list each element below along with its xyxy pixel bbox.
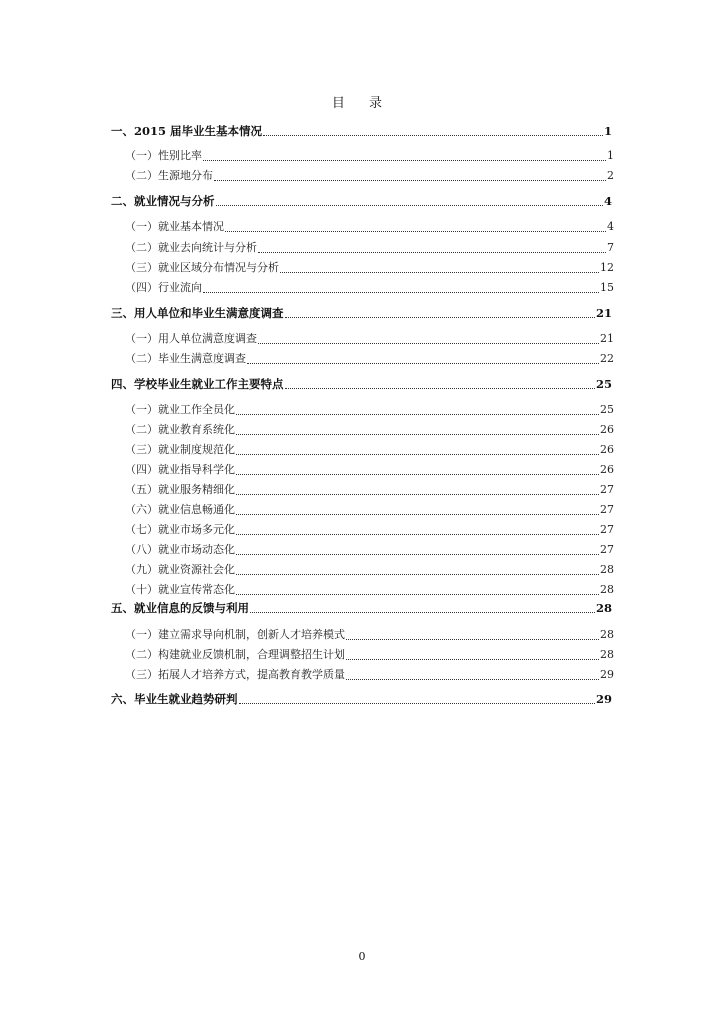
toc-title: 目 录: [331, 96, 393, 111]
toc-dot-leader: [346, 658, 599, 660]
toc-section-entry[interactable]: [125, 260, 614, 276]
toc-dot-leader: [236, 453, 599, 455]
toc-dot-leader: [236, 573, 599, 575]
toc-dot-leader: [216, 204, 603, 206]
toc-entry-page: 4: [607, 220, 614, 233]
toc-entry-title: （五）就业服务精细化: [125, 483, 235, 496]
toc-chapter-entry[interactable]: [111, 376, 612, 392]
toc-section-entry[interactable]: [125, 148, 614, 164]
toc-entry-page: 22: [600, 352, 614, 365]
toc-entry-page: 28: [600, 563, 614, 576]
toc-entry-page: 25: [595, 377, 612, 391]
toc-dot-leader: [258, 251, 606, 253]
toc-entry-page: 15: [600, 281, 614, 294]
toc-entry-title: （一）性别比率: [125, 149, 202, 162]
toc-entry-page: 28: [600, 648, 614, 661]
toc-entry-page: 29: [600, 668, 614, 681]
toc-dot-leader: [285, 316, 595, 318]
toc-entry-page: 1: [603, 124, 612, 138]
toc-section-entry[interactable]: [125, 462, 614, 478]
toc-chapter-entry[interactable]: [111, 305, 612, 321]
toc-entry-title: （一）就业工作全员化: [125, 403, 235, 416]
toc-dot-leader: [203, 291, 599, 293]
toc-entry-page: 26: [600, 443, 614, 456]
toc-entry-page: 12: [600, 261, 614, 274]
toc-section-entry[interactable]: [125, 502, 614, 518]
toc-dot-leader: [250, 611, 595, 613]
toc-entry-title: （七）就业市场多元化: [125, 523, 235, 536]
toc-dot-leader: [225, 230, 606, 232]
toc-chapter-entry[interactable]: [111, 691, 612, 707]
toc-section-entry[interactable]: [125, 402, 614, 418]
toc-entry-title: （六）就业信息畅通化: [125, 503, 235, 516]
toc-entry-title: （四）行业流向: [125, 281, 202, 294]
toc-entry-title: （一）用人单位满意度调查: [125, 332, 257, 345]
toc-entry-title: （二）构建就业反馈机制，合理调整招生计划: [125, 648, 345, 661]
toc-chapter-entry[interactable]: [111, 123, 612, 139]
toc-entry-page: 7: [607, 241, 614, 254]
toc-entry-title: 四、学校毕业生就业工作主要特点: [111, 377, 284, 391]
toc-dot-leader: [346, 638, 599, 640]
toc-dot-leader: [236, 533, 599, 535]
toc-dot-leader: [203, 159, 606, 161]
toc-entry-page: 26: [600, 463, 614, 476]
toc-section-entry[interactable]: [125, 522, 614, 538]
toc-dot-leader: [236, 513, 599, 515]
toc-dot-leader: [236, 413, 599, 415]
toc-section-entry[interactable]: [125, 331, 614, 347]
toc-entry-page: 27: [600, 503, 614, 516]
toc-section-entry[interactable]: [125, 351, 614, 367]
toc-entry-title: 一、2015 届毕业生基本情况: [111, 124, 263, 138]
toc-entry-title: （九）就业资源社会化: [125, 563, 235, 576]
toc-chapter-entry[interactable]: [111, 600, 612, 616]
toc-dot-leader: [280, 271, 599, 273]
toc-section-entry[interactable]: [125, 280, 614, 296]
toc-section-entry[interactable]: [125, 240, 614, 256]
toc-entry-page: 28: [600, 628, 614, 641]
toc-dot-leader: [236, 593, 599, 595]
toc-section-entry[interactable]: [125, 542, 614, 558]
toc-entry-page: 27: [600, 523, 614, 536]
toc-entry-title: （十）就业宣传常态化: [125, 583, 235, 596]
toc-section-entry[interactable]: [125, 422, 614, 438]
toc-entry-title: 五、就业信息的反馈与利用: [111, 601, 249, 615]
toc-entry-page: 21: [600, 332, 614, 345]
toc-section-entry[interactable]: [125, 168, 614, 184]
toc-entry-page: 27: [600, 483, 614, 496]
toc-entry-title: （四）就业指导科学化: [125, 463, 235, 476]
toc-dot-leader: [239, 702, 595, 704]
toc-entry-title: （二）就业教育系统化: [125, 423, 235, 436]
toc-entry-title: （八）就业市场动态化: [125, 543, 235, 556]
toc-dot-leader: [236, 473, 599, 475]
toc-section-entry[interactable]: [125, 582, 614, 598]
toc-dot-leader: [214, 179, 606, 181]
toc-dot-leader: [285, 387, 595, 389]
toc-entry-page: 28: [600, 583, 614, 596]
toc-dot-leader: [247, 362, 599, 364]
toc-section-entry[interactable]: [125, 482, 614, 498]
toc-chapter-entry[interactable]: [111, 193, 612, 209]
toc-dot-leader: [258, 342, 599, 344]
toc-entry-title: （三）拓展人才培养方式，提高教育教学质量: [125, 668, 345, 681]
toc-dot-leader: [236, 493, 599, 495]
toc-section-entry[interactable]: [125, 442, 614, 458]
toc-section-entry[interactable]: [125, 219, 614, 235]
toc-entry-page: 27: [600, 543, 614, 556]
toc-dot-leader: [263, 134, 603, 136]
toc-entry-title: （二）生源地分布: [125, 169, 213, 182]
page-number: 0: [358, 950, 366, 963]
toc-dot-leader: [236, 433, 599, 435]
toc-section-entry[interactable]: [125, 647, 614, 663]
toc-entry-page: 1: [607, 149, 614, 162]
toc-entry-page: 2: [607, 169, 614, 182]
toc-entry-title: （一）建立需求导向机制，创新人才培养模式: [125, 628, 345, 641]
toc-entry-title: 二、就业情况与分析: [111, 194, 215, 208]
toc-entry-page: 4: [603, 194, 612, 208]
toc-entry-title: 六、毕业生就业趋势研判: [111, 692, 238, 706]
toc-entry-title: （三）就业制度规范化: [125, 443, 235, 456]
toc-dot-leader: [236, 553, 599, 555]
toc-entry-page: 28: [595, 601, 612, 615]
toc-section-entry[interactable]: [125, 667, 614, 683]
toc-entry-title: （二）毕业生满意度调查: [125, 352, 246, 365]
toc-entry-title: （一）就业基本情况: [125, 220, 224, 233]
toc-entry-page: 25: [600, 403, 614, 416]
toc-entry-page: 29: [595, 692, 612, 706]
toc-entry-page: 26: [600, 423, 614, 436]
toc-section-entry[interactable]: [125, 627, 614, 643]
toc-section-entry[interactable]: [125, 562, 614, 578]
toc-entry-page: 21: [595, 306, 612, 320]
toc-entry-title: （三）就业区域分布情况与分析: [125, 261, 279, 274]
toc-entry-title: （二）就业去向统计与分析: [125, 241, 257, 254]
toc-dot-leader: [346, 678, 599, 680]
toc-entry-title: 三、用人单位和毕业生满意度调查: [111, 306, 284, 320]
